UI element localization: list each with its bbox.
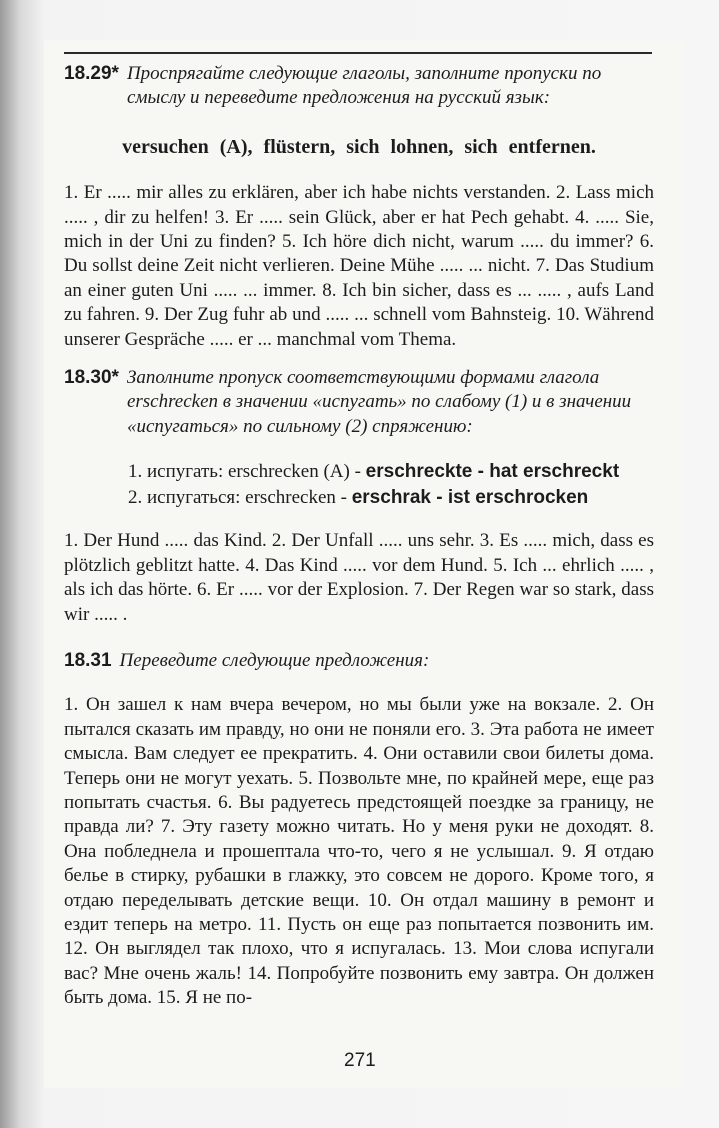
- exercise-instruction: Заполните пропуск соответствующими формами глагола erschrecken в значении «испугать» по слабому (1) и в значении «испугаться» по сильному (2) спряжению:: [126, 367, 632, 437]
- exercise-instruction: Переведите следующие предложения:: [119, 649, 430, 671]
- exercise-18-29-header: [64, 62, 654, 111]
- page-content: [64, 62, 654, 1011]
- exercise-number: 18.31: [64, 649, 112, 671]
- exercise-18-31-header: [64, 649, 654, 673]
- exercise-text: 1. Er ..... mir alles zu erklären, aber ich habe nichts verstanden. 2. Lass mich ..... , dir zu helfen! 3. Er ..... sein Glück, aber er hat Pech gehabt. 4. ..... Sie, mich in der Uni zu finden? 5. Ich höre dich nicht, warum ..... du immer? 6. Du sollst deine Zeit nicht verlieren. Deine Mühe ..... ... nicht. 7. Das Studium an einer guten Uni ..... ... immer. 8. Ich bin sicher, dass es ... ..... , aufs Land zu fahren. 9. Der Zug fuhr ab und ..... ... schnell vom Bahnsteig. 10. Während unserer Gespräche ..... er ... manchmal vom Thema.: [64, 182, 654, 350]
- verb-list: versuchen (A), flüstern, sich lohnen, sich entfernen.: [122, 135, 596, 158]
- exercise-instruction: Проспрягайте следующие глаголы, заполните пропуски по смыслу и переведите предложения на русский язык:: [126, 63, 602, 109]
- exercise-18-30-header: [64, 366, 654, 439]
- verb-forms: [128, 459, 654, 511]
- exercise-text: 1. Der Hund ..... das Kind. 2. Der Unfall ..... uns sehr. 3. Es ..... mich, dass es plötzlich geblitzt hatte. 4. Das Kind ..... vor dem Hund. 5. Ich ... ehrlich ..... , als ich das hörte. 6. Er ..... vor der Explosion. 7. Der Regen war so stark, dass wir ..... .: [64, 530, 654, 625]
- exercise-text: 1. Он зашел к нам вчера вечером, но мы были уже на вокзале. 2. Он пытался сказать им правду, но они не поняли его. 3. Эта работа не имеет смысла. Вам следует ее прекратить. 4. Они оставили свои билеты дома. Теперь они не могут уехать. 5. Позвольте мне, по крайней мере, еще раз попытать счастья. 6. Вы радуетесь предстоящей поездке за границу, не правда ли? 7. Эту газету можно читать. Но у меня руки не доходят. 8. Она побледнела и прошептала что-то, чего я не услышал. 9. Я отдаю белье в стирку, рубашки в глажку, это совсем не дорого. Кроме того, я отдаю переделывать детские вещи. 10. Он отдал машину в ремонт и ездит теперь на метро. 11. Пусть он еще раз попытается позвонить им. 12. Он выглядел так плохо, что я испугалась. 13. Мои слова испугали вас? Мне очень жаль! 14. Попробуйте позвонить ему завтра. Он должен быть дома. 15. Я не по-: [64, 694, 654, 1009]
- exercise-number: 18.30*: [64, 367, 119, 389]
- verb-form-weak: 1. испугать: erschrecken (A) - erschreckte - hat erschreckt: [128, 461, 620, 483]
- top-rule: [64, 52, 652, 54]
- page-number: 271: [344, 1050, 376, 1071]
- exercise-number: 18.29*: [64, 63, 119, 84]
- verb-form-strong: 2. испугаться: erschrecken - erschrak - ist erschrocken: [128, 487, 589, 509]
